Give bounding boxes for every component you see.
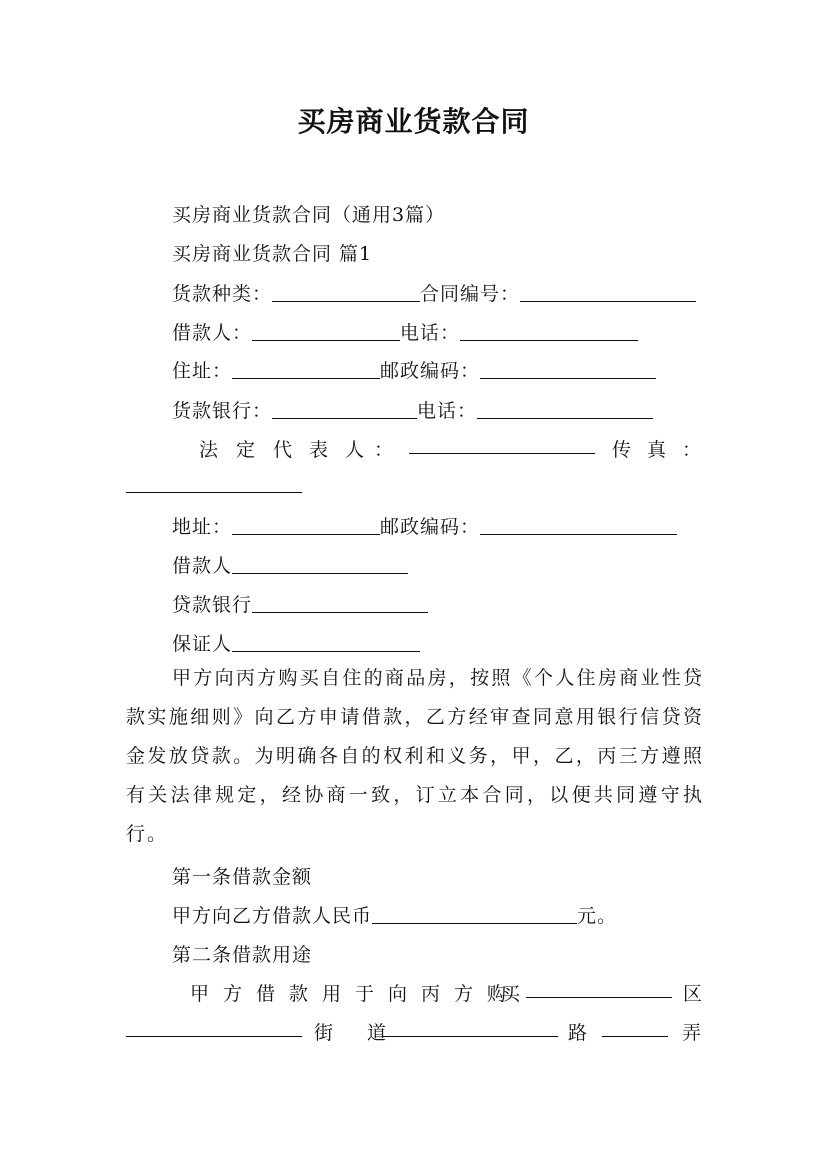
sign-bank-label: 贷款银行 <box>172 594 253 616</box>
article2-char: 买 <box>501 983 521 1005</box>
phone-label: 电话： <box>400 322 461 344</box>
address2-label: 地址： <box>172 516 233 538</box>
article2-char: 借 <box>256 983 276 1005</box>
subtitle: 买房商业货款合同（通用3篇） <box>172 204 446 226</box>
article1-title: 第一条借款金额 <box>172 866 313 888</box>
bank-label: 货款银行： <box>172 400 273 422</box>
postcode-label: 邮政编码： <box>380 360 481 382</box>
sign-borrower-row <box>172 551 408 578</box>
borrower-label: 借款人： <box>172 322 253 344</box>
district-blank <box>526 979 672 998</box>
article1-unit: 元。 <box>577 905 618 927</box>
bank-row <box>172 396 653 423</box>
article2-char: 甲 <box>190 983 210 1005</box>
legal-rep-char: 定 <box>236 439 256 461</box>
contract-no-label: 合同编号： <box>420 283 521 305</box>
sign-guarantor-blank <box>232 633 420 652</box>
street-blank <box>382 1018 558 1037</box>
address-row <box>172 356 656 383</box>
lane-label: 弄 <box>682 1022 702 1044</box>
postcode2-label: 邮政编码： <box>380 516 481 538</box>
phone2-blank <box>477 400 653 419</box>
loan-type-blank <box>272 283 420 302</box>
sign-guarantor-label: 保证人 <box>172 633 233 655</box>
article2-line1 <box>126 979 704 1003</box>
address-blank <box>232 360 380 379</box>
article1-text: 甲方向乙方借款人民币 <box>172 905 373 927</box>
legal-rep-char: 法 <box>199 439 219 461</box>
district2-blank <box>126 1018 302 1037</box>
legal-rep-char: 人 <box>345 439 365 461</box>
legal-rep-char: 表 <box>309 439 329 461</box>
article2-char: 购 <box>487 983 507 1005</box>
part-heading: 买房商业货款合同 篇1 <box>172 243 373 265</box>
loan-type-label: 货款种类： <box>172 283 273 305</box>
loan-type-row <box>172 279 696 306</box>
phone2-label: 电话： <box>417 400 478 422</box>
article2-line2 <box>126 1018 704 1042</box>
sign-bank-row <box>172 590 428 617</box>
article2-title: 第二条借款用途 <box>172 944 313 966</box>
address2-blank <box>232 516 380 535</box>
contract-no-blank <box>520 283 696 302</box>
legal-rep-char: ： <box>374 439 394 461</box>
borrower-row <box>172 318 638 345</box>
document-title: 买房商业货款合同 <box>297 105 530 138</box>
legal-rep-row <box>126 435 704 459</box>
article1-row <box>172 901 617 928</box>
sign-bank-blank <box>252 594 428 613</box>
fax-char: ： <box>682 439 702 461</box>
article2-char: 方 <box>223 983 243 1005</box>
borrower-blank <box>252 322 400 341</box>
article2-char: 方 <box>454 983 474 1005</box>
road-blank <box>602 1018 668 1037</box>
address-label: 住址： <box>172 360 233 382</box>
district-label: 区 <box>683 983 703 1005</box>
fax-char: 传 <box>612 439 632 461</box>
sign-guarantor-row <box>172 629 420 656</box>
postcode2-blank <box>480 516 677 535</box>
fax-char: 真 <box>647 439 667 461</box>
amount-blank <box>372 905 577 924</box>
road-label: 路 <box>568 1022 588 1044</box>
bank-blank <box>272 400 417 419</box>
intro-paragraph: 甲方向丙方购买自住的商品房，按照《个人住房商业性贷款实施细则》向乙方申请借款，乙方经审查同意用银行信贷资金发放贷款。为明确各自的权利和义务，甲，乙，丙三方遵照有关法律规定，经协商一致，订立本合同，以便共同遵守执行。 <box>126 667 704 845</box>
postcode-blank <box>480 360 656 379</box>
article2-char: 向 <box>388 983 408 1005</box>
street-label: 街 道 <box>314 1022 401 1044</box>
sign-borrower-blank <box>232 555 408 574</box>
article2-char: 用 <box>322 983 342 1005</box>
sign-borrower-label: 借款人 <box>172 555 233 577</box>
article2-char: 丙 <box>421 983 441 1005</box>
fax-blank <box>126 474 302 493</box>
legal-rep-blank <box>409 435 595 454</box>
article2-char: 款 <box>289 983 309 1005</box>
phone-blank <box>460 322 638 341</box>
legal-rep-char: 代 <box>273 439 293 461</box>
article2-char: 于 <box>355 983 375 1005</box>
address2-row <box>172 512 677 539</box>
